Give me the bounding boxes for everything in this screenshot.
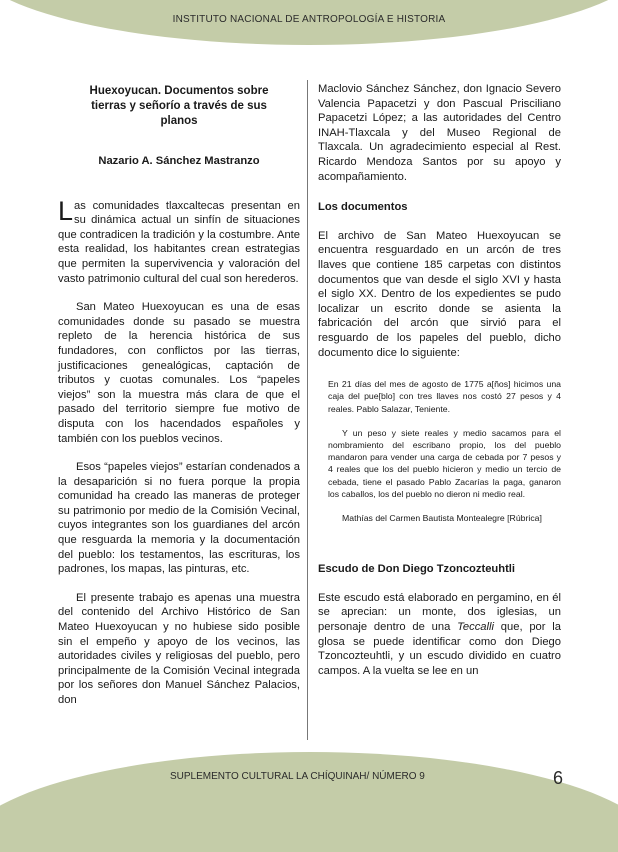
page-number: 6 xyxy=(553,768,564,788)
paragraph-2: San Mateo Huexoyucan es una de esas comunidades donde su pasado se muestra repleto de la herencia histórica de sus fundadores, con conflictos por las tierras, justificaciones genealógicas, captación de tributos y cuotas comunales. Los “papeles viejos” son la muestra más clara de que el pasado del territorio siempre fue motivo de disputa con los hacendados españoles y también con los pueblos vecinos. xyxy=(58,301,300,445)
paragraph-7-italic: Teccalli xyxy=(457,620,494,633)
running-footer: SUPLEMENTO CULTURAL LA CHÍQUINAH/ NÚMERO 9 xyxy=(170,771,425,782)
left-column xyxy=(58,82,300,708)
paragraph-7 xyxy=(318,591,561,679)
running-header: INSTITUTO NACIONAL DE ANTROPOLOGÍA E HISTORIA xyxy=(172,14,446,25)
quote-2: Y un peso y siete reales y medio sacamos para el nombramiento del escribano propio, los del pueblo mandaron para vender una carga de cebada por 7 pesos y 4 reales que los del pueblo hicieron y medio un tercio de cebada, tiene el pasado Pablo Zacarías la paga, ganaron los caballos, los del pueblo no dieron ni medio real. xyxy=(328,427,561,499)
paragraph-7-part-a: Este escudo está elaborado en pergamino, en él se aprecian: un monte, dos iglesias, un personaje dentro de una xyxy=(318,591,561,633)
article-author: Nazario A. Sánchez Mastranzo xyxy=(98,155,260,167)
heading-escudo: Escudo de Don Diego Tzoncozteuhtli xyxy=(318,563,516,576)
paragraph-3: Esos “papeles viejos” estarían condenados a la desaparición si no fuera porque la propia comunidad ha creado las maneras de proteger su patrimonio por medio de la Comisión Vecinal, cuyos integrantes son los guardianes del arcón que resguarda la memoria y la documentación del pueblo: los testamentos, las escrituras, los padrones, los mapas, las pinturas, etc. xyxy=(58,461,300,576)
right-column xyxy=(318,82,561,678)
paragraph-4: El presente trabajo es apenas una muestra del contenido del Archivo Histórico de San Mateo Huexoyucan y no hubiese sido posible sin el empeño y apoyo de los vecinos, las autoridades civiles y religiosas del pueblo, pero principalmente de la Comisión Vecinal integrada por los señores don Manuel Sánchez Palacios, don xyxy=(58,591,300,706)
quote-1: En 21 días del mes de agosto de 1775 a[ños] hicimos una caja del pue[blo] con tres llaves nos costó 27 pesos y 4 reales. Pablo Salazar, Teniente. xyxy=(328,379,561,414)
article-title: Huexoyucan. Documentos sobre tierras y señorío a través de sus planos xyxy=(89,85,269,127)
intro-text: as comunidades tlaxcaltecas presentan en su dinámica actual un sinfín de situaciones que contradicen la tradición y la costumbre. Ante esta realidad, los habitantes crean estrategias que permiten la supervivencia y valoración del vasto patrimonio cultural del cual son herederos. xyxy=(58,199,300,285)
intro-paragraph xyxy=(58,195,300,287)
quote-signature: Mathías del Carmen Bautista Montealegre [Rúbrica] xyxy=(342,512,542,523)
column-divider xyxy=(307,80,308,740)
paragraph-5: Maclovio Sánchez Sánchez, don Ignacio Severo Valencia Papacetzi y don Pascual Prisciliano Papacetzi López; a las autoridades del Centro INAH-Tlaxcala y del Museo Regional de Tlaxcala. Un agradecimiento especial al Rest. Ricardo Mendoza Santos por su apoyo y acompañamiento. xyxy=(318,83,561,183)
footer-band xyxy=(0,752,618,852)
drop-cap: L xyxy=(58,195,74,226)
paragraph-6: El archivo de San Mateo Huexoyucan se encuentra resguardado en un arcón de tres llaves que contiene 185 carpetas con distintos documentos que van desde el siglo XVI y hasta el siglo XX. Dentro de los expedientes se pudo localizar un escrito donde se asienta la fabricación del arcón que sirvió para el resguardo de los papeles del pueblo, dicho documento dice lo siguiente: xyxy=(318,229,561,359)
heading-documentos: Los documentos xyxy=(318,201,408,214)
paragraph-7-part-b: que, por la glosa se puede identificar como don Diego Tzoncozteuhtli, y un escudo dividido en cuatro campos. A la vuelta se lee en un xyxy=(318,620,561,677)
